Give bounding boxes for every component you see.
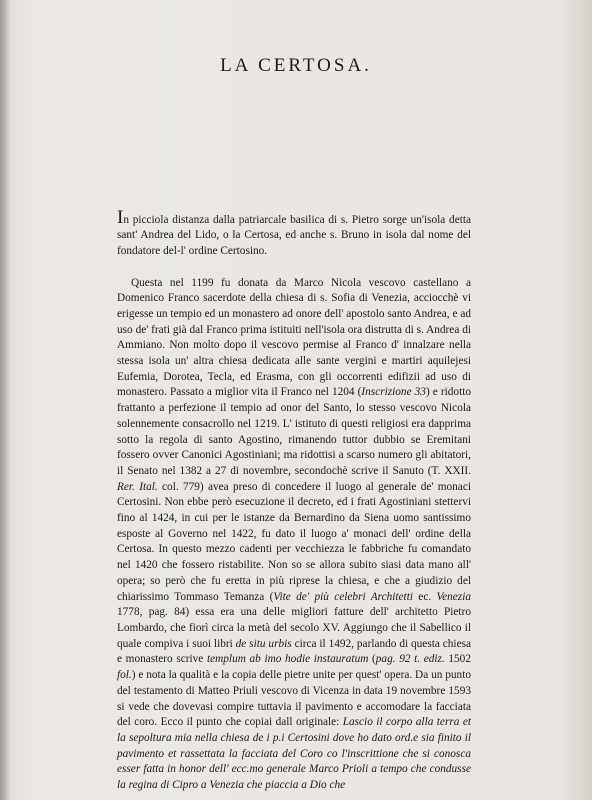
text-run-italic: Rer. Ital. bbox=[117, 480, 158, 493]
text-run: 1502 bbox=[444, 653, 471, 666]
text-run: ec. bbox=[412, 590, 437, 603]
text-run: col. 779) avea preso di concedere il luogo al generale de' monaci Certosini. Non ebbe però esecuzione il decreto, ed i frati Agostiniani stettervi fino al 1424, in cui per le istanze da Bernardino da Siena uomo santissimo esposte al Governo nel 1422, fu dato il luogo a' monaci dell' ordine della Certosa. In questo mezzo cadenti per vecchiezza le fabbriche fu comandato nel 1420 che fossero ristabilite. Non so se allora subito siasi data mano all' opera; so però che fu eretta in più riprese la chiesa, e che a giudizio del chiarissimo Tommaso Temanza ( bbox=[117, 480, 471, 603]
page-gutter-shadow bbox=[0, 0, 10, 800]
paragraph-main bbox=[117, 276, 471, 794]
text-run-italic: Vite de' più celebri Architetti bbox=[273, 590, 413, 603]
paragraph-intro-text: n picciola distanza dalla patriarcale basilica di s. Pietro sorge un'isola detta sant' Andrea del Lido, o la Certosa, ed anche s. Bruno in isola dal nome del fondatore del-l' ordine Certosino. bbox=[117, 213, 471, 258]
text-run-italic: Inscrizione 33 bbox=[361, 386, 426, 399]
text-run: circa il 1492, parlando di questa chiesa e monastero scrive bbox=[117, 637, 471, 666]
drop-cap: I bbox=[117, 206, 124, 228]
text-run-italic: templum ab imo hodie instauratum bbox=[206, 653, 369, 666]
text-run-italic: pag. 92 t. ediz. bbox=[375, 653, 445, 666]
body-text bbox=[117, 196, 471, 800]
text-run-italic: Venezia bbox=[436, 590, 471, 603]
text-run: 1778, pag. 84) essa era una delle migliori fatture dell' architetto Pietro Lombardo, che fiorì circa la metà del secolo XV. Aggiungo che il Sabellico il quale compiva i suoi libri bbox=[117, 606, 471, 650]
text-run: Questa nel 1199 fu donata da Marco Nicola vescovo castellano a Domenico Franco sacerdote della chiesa di s. Sofia di Venezia, acciocchè vi erigesse un tempio ed un monastero ad onore dell' apostolo santo Andrea, e ad uso de' frati già dal Franco prima istituiti nell'isola ora distrutta di s. Andrea di Ammiano. Non molto dopo il vescovo permise al Franco d' innalzare nella stessa isola un' altra chiesa dedicata alle sante vergini e martiri aquilejesi Eufemia, Dorotea, Tecla, ed Erasma, con gli occorrenti edifizii ad uso di monastero. Passato a miglior vita il Franco nel 1204 ( bbox=[117, 276, 471, 399]
text-run-italic: fol. bbox=[117, 669, 132, 682]
page-title: LA CERTOSA. bbox=[220, 55, 372, 76]
text-run: ( bbox=[368, 653, 376, 666]
text-run: ) e nota la qualità e la copia delle pietre unite per quest' opera. Da un punto del testamento di Matteo Priuli vescovo di Vicenza in data 19 novembre 1593 si vede che dovevasi compire tuttavia il pavimento e accomodare la facciata del coro. Ecco il punto che copiai dall originale: bbox=[117, 669, 471, 729]
text-run-italic: de situ urbis bbox=[235, 637, 292, 650]
text-run: ) e ridotto frattanto a perfezione il tempio ad onor del Santo, lo stesso vescovo Nicola solennemente consacrollo nel 1219. L' istituto di questi religiosi era dapprima sotto la regola di santo Agostino, rimanendo tuttor dubbio se Eremitani fossero ovver Canonici Agostiniani; ma ridottisi a scarso numero gli abitatori, il Senato nel 1382 a 27 di novembre, secondochè scrive il Sanuto (T. XXII. bbox=[117, 386, 471, 477]
text-run-italic: Lascio il corpo alla terra et la sepoltura mia nella chiesa de i p.i Certosini dove ho dato ord.e sia finito il pavimento et rassettata la facciata del Coro co l'inscrittione che si conosca esser fatta in honor dell' ecc.mo generale Marco Prioli a tempo che condusse la regina di Cipro a Venezia che piaccia a Dio che bbox=[117, 716, 471, 792]
paragraph-intro bbox=[117, 206, 471, 260]
